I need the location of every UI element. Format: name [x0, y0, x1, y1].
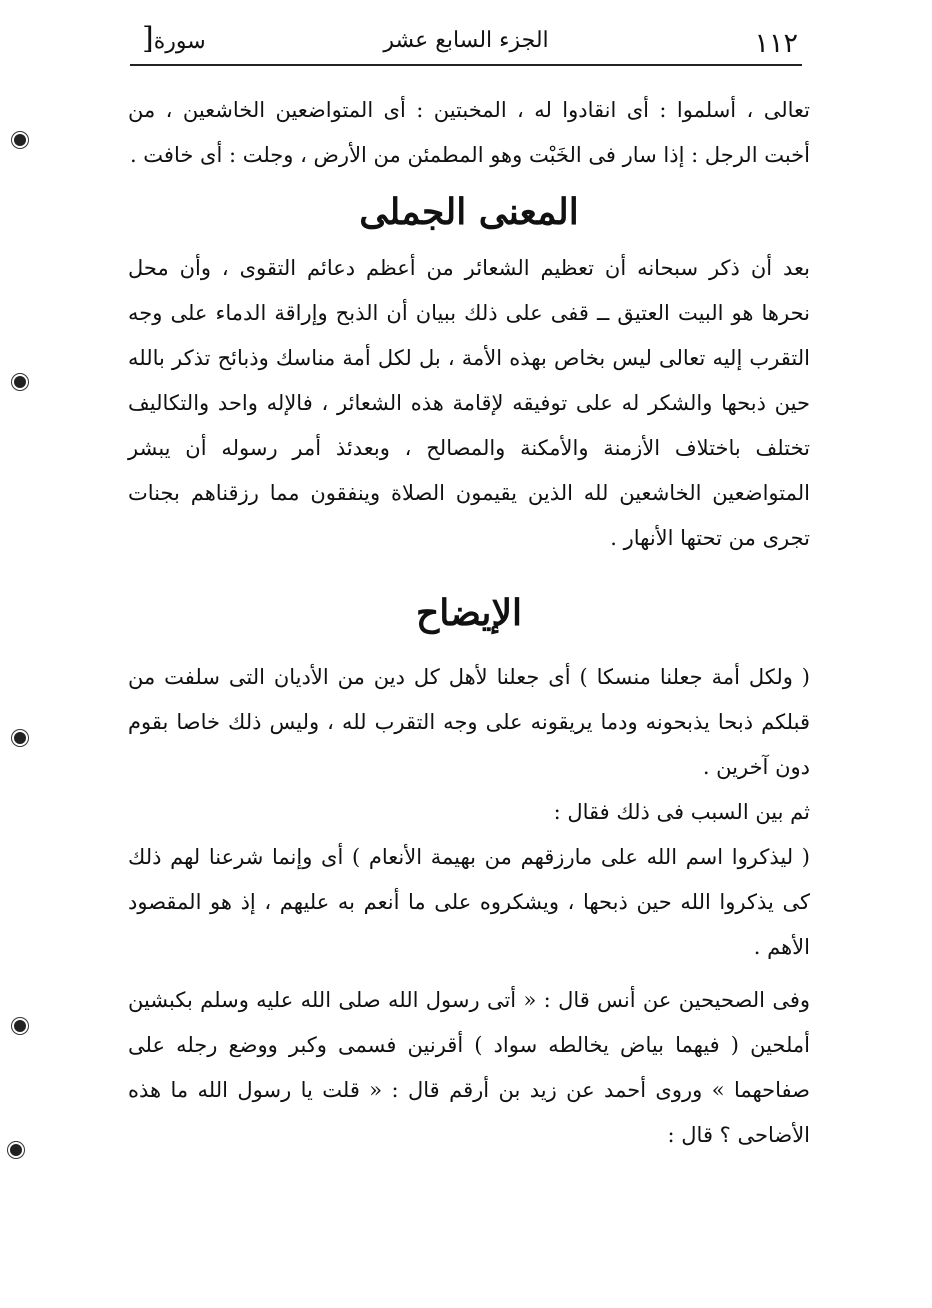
section-heading-summary: المعنى الجملى — [359, 191, 579, 233]
explanation-paragraph-4: وفى الصحيحين عن أنس قال : « أتى رسول الله صلى الله عليه وسلم بكبشين أملحين ( فيهما بياض يخالطه سواد ) أقرنين فسمى وكبر ووضع رجله على صفاحهما » وروى أحمد عن زيد بن أرقم قال : « قلت يا رسول الله ما هذه الأضاحى ؟ قال : — [128, 988, 810, 1147]
binding-hole-mark — [10, 1144, 22, 1156]
binding-hole-mark — [14, 732, 26, 744]
glossary-paragraph: تعالى ، أسلموا : أى انقادوا له ، المخبتين : أى المتواضعين الخاشعين ، من أخبت الرجل : إذا سار فى الخَبْت وهو المطمئن من الأرض ، وجلت : أى خافت . — [128, 98, 810, 167]
page-header — [130, 22, 802, 66]
surah-label — [136, 21, 206, 56]
explanation-paragraph-1: ( ولكل أمة جعلنا منسكا ) أى جعلنا لأهل كل دين من الأديان التى سلفت من قبلكم ذبحا يذبحونه ودما يريقونه على وجه التقرب لله ، وليس ذلك خاصا بقوم دون آخرين . — [128, 665, 810, 779]
page-body — [128, 88, 810, 1158]
binding-hole-mark — [14, 376, 26, 388]
running-title: الجزء السابع عشر — [383, 28, 549, 53]
binding-hole-mark — [14, 1020, 26, 1032]
page-number: ١١٢ — [754, 28, 798, 59]
explanation-paragraph-2: ثم بين السبب فى ذلك فقال : — [553, 800, 810, 824]
explanation-paragraph-3: ( ليذكروا اسم الله على مارزقهم من بهيمة الأنعام ) أى وإنما شرعنا لهم ذلك كى يذكروا الله حين ذبحها ، ويشكروه على ما أنعم به عليهم ، إذ هو المقصود الأهم . — [128, 845, 810, 959]
section-heading-explanation: الإيضاح — [416, 592, 522, 634]
summary-paragraph: بعد أن ذكر سبحانه أن تعظيم الشعائر من أعظم دعائم التقوى ، وأن محل نحرها هو البيت العتيق ــ قفى على ذلك ببيان أن الذبح وإراقة الدماء على وجه التقرب إليه تعالى ليس بخاص بهذه الأمة ، بل لكل أمة مناسك وذبائح تذكر بالله حين ذبحها والشكر له على توفيقه لإقامة هذه الشعائر ، فالإله واحد والتكاليف تختلف باختلاف الأزمنة والأمكنة والمصالح ، وبعدئذ أمر رسوله أن يبشر المتواضعين الخاشعين لله الذين يقيمون الصلاة وينفقون مما رزقناهم بجنات تجرى من تحتها الأنهار . — [128, 256, 810, 550]
header-bracket: [ — [142, 21, 154, 56]
surah-label-text: سورة — [153, 29, 206, 54]
binding-hole-mark — [14, 134, 26, 146]
